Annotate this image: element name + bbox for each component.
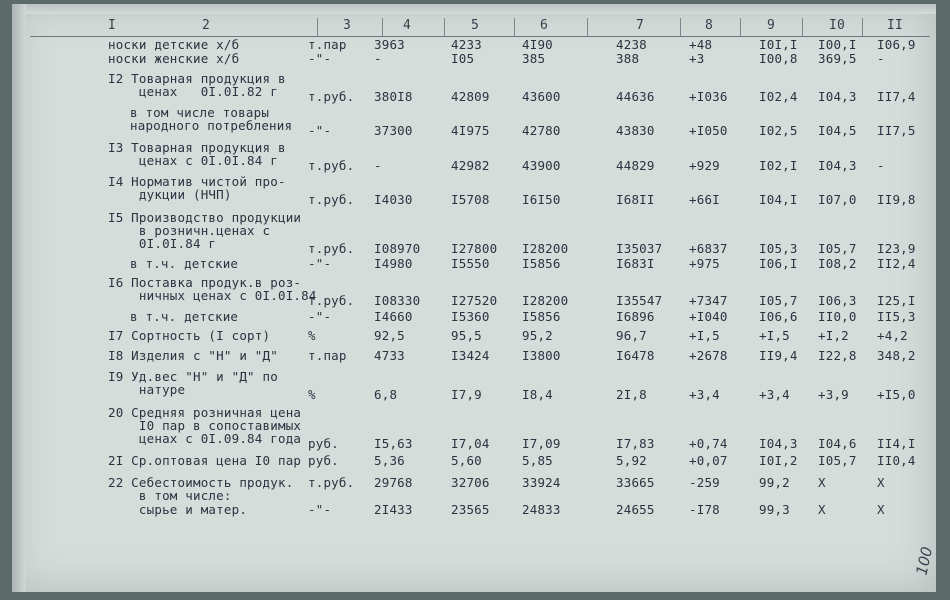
colnum-1: I [108,18,117,33]
value-cell-c4: I4660 [374,309,413,324]
value-cell-c5: 4I975 [451,123,490,138]
value-cell-c11: II7,4 [877,89,916,104]
value-cell-c11: +4,2 [877,328,908,343]
colnum-7: 7 [636,18,645,33]
value-cell-c6: I7,09 [522,436,561,451]
value-cell-c8: +975 [689,256,720,271]
value-cell-c11: II9,8 [877,192,916,207]
value-cell-c11: I23,9 [877,241,916,256]
value-cell-c5: 32706 [451,475,490,490]
value-cell-c6: 5,85 [522,453,553,468]
value-cell-c7: I35547 [616,293,663,308]
value-cell-c5: I5550 [451,256,490,271]
row-label-line: дукции (НЧП) [108,187,232,202]
row-label-line: 2I Ср.оптовая цена I0 пар [108,453,302,468]
value-cell-c9: I05,3 [759,241,798,256]
value-cell-c7: I683I [616,256,655,271]
value-cell-c11: - [877,158,885,173]
document-sheet [12,4,936,592]
row-label-line: 20 Средняя розничная цена [108,405,302,420]
colnum-9: 9 [767,18,776,33]
unit-cell: т.руб. [308,241,355,256]
value-cell-c9: I05,7 [759,293,798,308]
colnum-5: 5 [471,18,480,33]
unit-cell: т.руб. [308,158,355,173]
colnum-6: 6 [540,18,549,33]
column-divider [802,18,803,36]
page-number: 100 [912,545,937,577]
value-cell-c8: +929 [689,158,720,173]
row-label-line: ценах с 0I.09.84 года [108,431,302,446]
row-label-line: в том числе: [108,488,232,503]
value-cell-c10: 369,5 [818,51,857,66]
value-cell-c7: 33665 [616,475,655,490]
value-cell-c8: +66I [689,192,720,207]
value-cell-c11: +I5,0 [877,387,916,402]
row-label-line: носки женские х/б [108,51,240,66]
value-cell-c10: I04,6 [818,436,857,451]
value-cell-c8: +0,74 [689,436,728,451]
column-divider [740,18,741,36]
value-cell-c8: +0,07 [689,453,728,468]
value-cell-c5: I3424 [451,348,490,363]
row-label-line: носки детские х/б [108,37,240,52]
colnum-8: 8 [705,18,714,33]
unit-cell: т.руб. [308,475,355,490]
colnum-10: I0 [829,18,846,33]
unit-cell: т.пар [308,37,347,52]
value-cell-c8: -I78 [689,502,720,517]
row-label-line: I3 Товарная продукция в [108,140,286,155]
value-cell-c5: 23565 [451,502,490,517]
value-cell-c10: I08,2 [818,256,857,271]
value-cell-c9: I06,I [759,256,798,271]
value-cell-c8: +2678 [689,348,728,363]
value-cell-c11: II0,4 [877,453,916,468]
unit-cell: т.руб. [308,192,355,207]
row-label-line: I2 Товарная продукция в [108,71,286,86]
value-cell-c4: 2I433 [374,502,413,517]
value-cell-c4: - [374,51,382,66]
value-cell-c10: X [818,475,826,490]
value-cell-c4: I4030 [374,192,413,207]
row-label-line: 0I.0I.84 г [108,236,217,251]
colnum-11: II [887,18,904,33]
unit-cell: руб. [308,453,339,468]
value-cell-c7: I7,83 [616,436,655,451]
value-cell-c5: I27800 [451,241,498,256]
value-cell-c7: 24655 [616,502,655,517]
row-label-line: в т.ч. детские [130,309,239,324]
row-label-line: в розничн.ценах с [108,223,271,238]
row-label-line: I9 Уд.вес "Н" и "Д" по [108,369,278,384]
row-label-line: 22 Себестоимость продук. [108,475,294,490]
value-cell-c11: 348,2 [877,348,916,363]
value-cell-c9: 99,3 [759,502,790,517]
row-label-line: ценах 0I.0I.82 г [108,84,278,99]
value-cell-c5: 95,5 [451,328,482,343]
value-cell-c6: 43600 [522,89,561,104]
row-label-line: ценах с 0I.0I.84 г [108,153,278,168]
value-cell-c7: 4238 [616,37,647,52]
value-cell-c4: 5,36 [374,453,405,468]
value-cell-c11: X [877,502,885,517]
value-cell-c8: +7347 [689,293,728,308]
value-cell-c8: +I040 [689,309,728,324]
row-label-line: I0 пар в сопоставимых [108,418,302,433]
value-cell-c9: +3,4 [759,387,790,402]
value-cell-c4: I08330 [374,293,421,308]
value-cell-c9: 99,2 [759,475,790,490]
value-cell-c8: +48 [689,37,713,52]
value-cell-c5: I7,9 [451,387,482,402]
value-cell-c9: I02,5 [759,123,798,138]
value-cell-c5: 5,60 [451,453,482,468]
value-cell-c10: II0,0 [818,309,857,324]
value-cell-c11: II2,4 [877,256,916,271]
value-cell-c10: +I,2 [818,328,849,343]
value-cell-c6: 385 [522,51,546,66]
value-cell-c5: I27520 [451,293,498,308]
value-cell-c7: I6896 [616,309,655,324]
value-cell-c10: I04,5 [818,123,857,138]
value-cell-c9: I00,8 [759,51,798,66]
value-cell-c8: +I050 [689,123,728,138]
value-cell-c4: 37300 [374,123,413,138]
value-cell-c9: I06,6 [759,309,798,324]
value-cell-c9: I0I,2 [759,453,798,468]
value-cell-c6: I28200 [522,241,569,256]
row-label-line: в том числе товары [130,105,270,120]
value-cell-c5: 42809 [451,89,490,104]
row-label-line: сырье и матер. [108,502,248,517]
value-cell-c6: 4I90 [522,37,553,52]
column-divider [382,18,383,36]
value-cell-c6: I6I50 [522,192,561,207]
unit-cell: руб. [308,436,339,451]
value-cell-c4: I5,63 [374,436,413,451]
value-cell-c10: +3,9 [818,387,849,402]
value-cell-c4: 92,5 [374,328,405,343]
value-cell-c7: 44829 [616,158,655,173]
unit-cell: % [308,387,316,402]
unit-cell: % [308,328,316,343]
value-cell-c9: I0I,I [759,37,798,52]
value-cell-c9: +I,5 [759,328,790,343]
value-cell-c4: 29768 [374,475,413,490]
value-cell-c6: I5856 [522,256,561,271]
value-cell-c7: I35037 [616,241,663,256]
value-cell-c6: 95,2 [522,328,553,343]
row-label-line: ничных ценах с 0I.0I.84 [108,288,317,303]
column-divider [444,18,445,36]
value-cell-c8: +6837 [689,241,728,256]
value-cell-c5: I5708 [451,192,490,207]
value-cell-c10: I00,I [818,37,857,52]
unit-cell: -"- [308,123,332,138]
value-cell-c11: I06,9 [877,37,916,52]
value-cell-c8: +3,4 [689,387,720,402]
value-cell-c6: I8,4 [522,387,553,402]
value-cell-c4: - [374,158,382,173]
value-cell-c6: 43900 [522,158,561,173]
value-cell-c11: II4,I [877,436,916,451]
value-cell-c11: - [877,51,885,66]
value-cell-c8: -259 [689,475,720,490]
value-cell-c7: 2I,8 [616,387,647,402]
column-divider [514,18,515,36]
unit-cell: -"- [308,309,332,324]
value-cell-c6: I5856 [522,309,561,324]
value-cell-c9: I04,3 [759,436,798,451]
value-cell-c7: I6478 [616,348,655,363]
value-cell-c7: I68II [616,192,655,207]
value-cell-c9: I04,I [759,192,798,207]
column-divider [587,18,588,36]
unit-cell: -"- [308,502,332,517]
value-cell-c9: I02,4 [759,89,798,104]
value-cell-c4: 4733 [374,348,405,363]
value-cell-c10: I06,3 [818,293,857,308]
value-cell-c11: X [877,475,885,490]
value-cell-c7: 5,92 [616,453,647,468]
value-cell-c10: I05,7 [818,241,857,256]
value-cell-c6: 33924 [522,475,561,490]
value-cell-c8: +I,5 [689,328,720,343]
value-cell-c6: 24833 [522,502,561,517]
value-cell-c7: 43830 [616,123,655,138]
value-cell-c10: I07,0 [818,192,857,207]
value-cell-c7: 96,7 [616,328,647,343]
unit-cell: т.пар [308,348,347,363]
value-cell-c5: I7,04 [451,436,490,451]
value-cell-c5: I5360 [451,309,490,324]
value-cell-c10: I04,3 [818,89,857,104]
value-cell-c10: I05,7 [818,453,857,468]
value-cell-c11: I25,I [877,293,916,308]
row-label-line: I7 Сортность (I сорт) [108,328,271,343]
value-cell-c4: 6,8 [374,387,398,402]
value-cell-c4: 3963 [374,37,405,52]
colnum-3: 3 [343,18,352,33]
row-label-line: I5 Производство продукции [108,210,302,225]
colnum-2: 2 [202,18,211,33]
value-cell-c11: II5,3 [877,309,916,324]
value-cell-c6: I3800 [522,348,561,363]
unit-cell: -"- [308,256,332,271]
value-cell-c5: 4233 [451,37,482,52]
value-cell-c8: +3 [689,51,705,66]
row-label-line: I8 Изделия с "Н" и "Д" [108,348,278,363]
statistics-table [12,4,936,592]
row-label-line: I6 Поставка продук.в роз- [108,275,302,290]
value-cell-c9: II9,4 [759,348,798,363]
value-cell-c4: I4980 [374,256,413,271]
unit-cell: т.руб. [308,89,355,104]
value-cell-c10: X [818,502,826,517]
unit-cell: т.руб. [308,293,355,308]
value-cell-c9: I02,I [759,158,798,173]
column-divider [680,18,681,36]
value-cell-c4: I08970 [374,241,421,256]
column-divider [317,18,318,36]
value-cell-c6: 42780 [522,123,561,138]
value-cell-c8: +I036 [689,89,728,104]
row-label-line: натуре [108,382,186,397]
value-cell-c10: I04,3 [818,158,857,173]
value-cell-c7: 44636 [616,89,655,104]
value-cell-c11: II7,5 [877,123,916,138]
value-cell-c5: I05 [451,51,475,66]
row-label-line: I4 Норматив чистой про- [108,174,286,189]
value-cell-c7: 388 [616,51,640,66]
value-cell-c4: 380I8 [374,89,413,104]
row-label-line: народного потребления [130,118,293,133]
colnum-4: 4 [403,18,412,33]
value-cell-c10: I22,8 [818,348,857,363]
value-cell-c5: 42982 [451,158,490,173]
value-cell-c6: I28200 [522,293,569,308]
unit-cell: -"- [308,51,332,66]
row-label-line: в т.ч. детские [130,256,239,271]
column-divider [862,18,863,36]
